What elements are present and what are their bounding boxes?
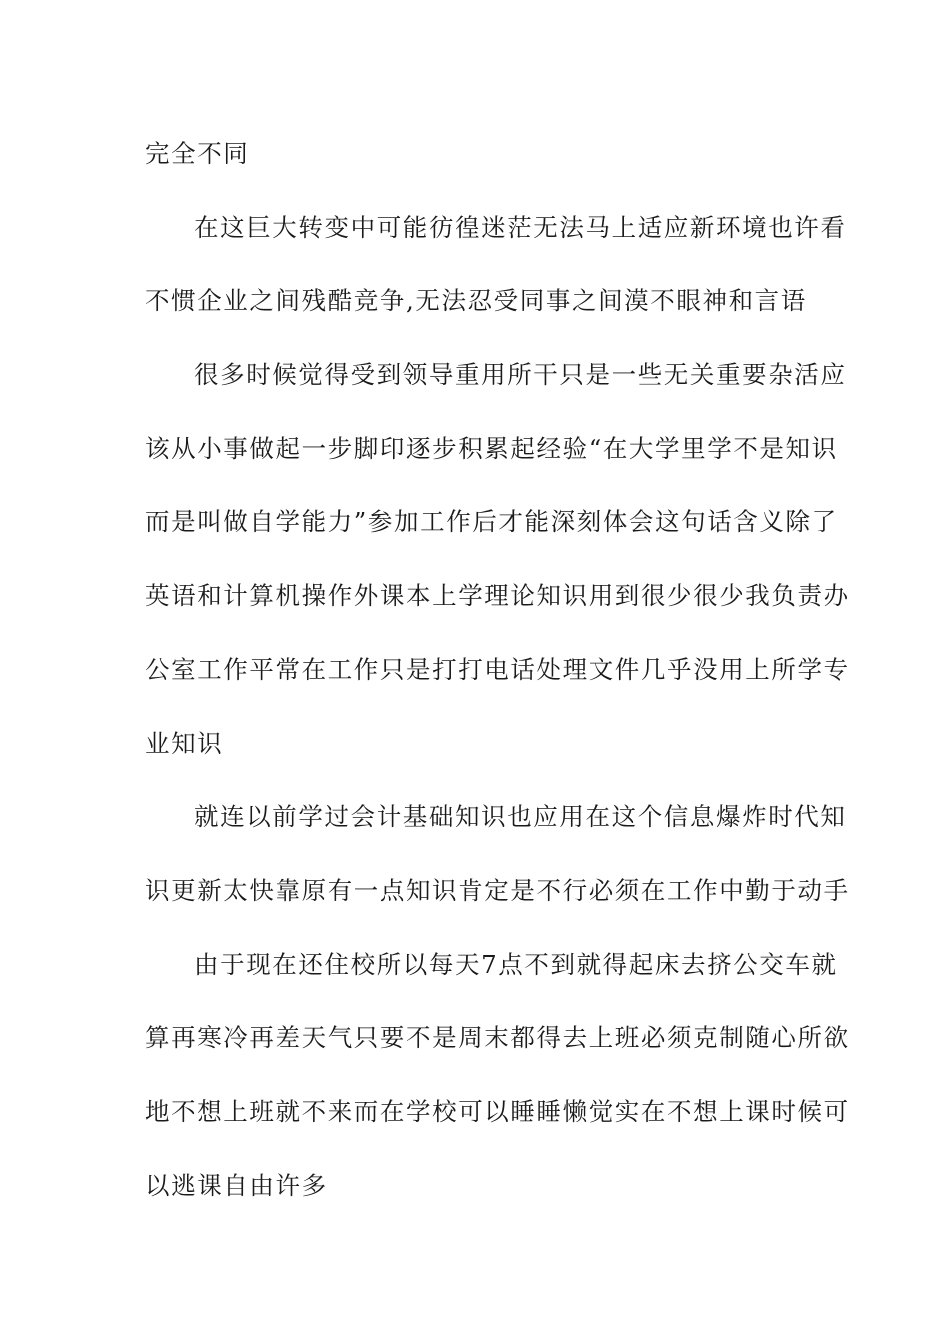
text-line: 不惯企业之间残酷竞争,无法忍受同事之间漠不眼神和言语 bbox=[145, 286, 807, 316]
text-line: 英语和计算机操作外课本上学理论知识用到很少很少我负责办 bbox=[145, 581, 850, 611]
paragraph-first-line: 就连以前学过会计基础知识也应用在这个信息爆炸时代知 bbox=[194, 802, 847, 832]
text-line: 该从小事做起一步脚印逐步积累起经验“在大学里学不是知识 bbox=[145, 433, 838, 463]
paragraph-first-line: 很多时候觉得受到领导重用所干只是一些无关重要杂活应 bbox=[194, 360, 847, 390]
text-line: 识更新太快靠原有一点知识肯定是不行必须在工作中勤于动手 bbox=[145, 875, 850, 905]
text-line: 完全不同 bbox=[145, 139, 250, 168]
paragraph-first-line: 在这巨大转变中可能彷徨迷茫无法马上适应新环境也许看 bbox=[194, 212, 847, 242]
document-body bbox=[145, 130, 850, 1235]
paragraph-first-line: 由于现在还住校所以每天7点不到就得起床去挤公交车就 bbox=[194, 949, 838, 979]
text-line: 公室工作平常在工作只是打打电话处理文件几乎没用上所学专 bbox=[145, 654, 850, 684]
text-line: 以逃课自由许多 bbox=[145, 1170, 328, 1200]
text-line: 而是叫做自学能力”参加工作后才能深刻体会这句话含义除了 bbox=[145, 507, 838, 537]
text-line: 地不想上班就不来而在学校可以睡睡懒觉实在不想上课时候可 bbox=[145, 1096, 850, 1126]
text-line: 算再寒冷再差天气只要不是周末都得去上班必须克制随心所欲 bbox=[145, 1023, 850, 1053]
text-line: 业知识 bbox=[145, 728, 224, 758]
